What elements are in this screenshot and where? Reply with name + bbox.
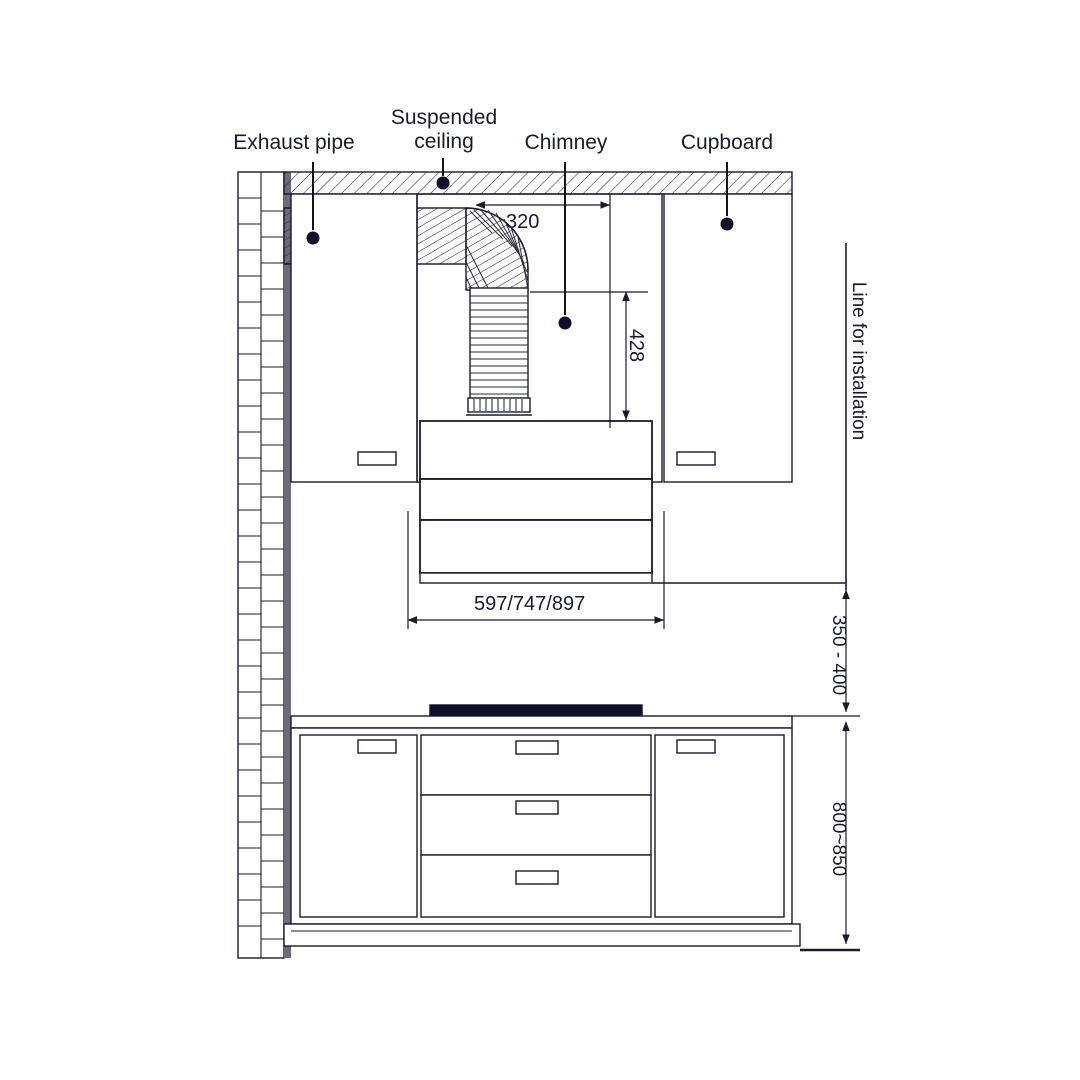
- base-cabinets: [284, 716, 800, 946]
- callout-label-suspended-ceiling-line1: Suspended: [390, 106, 498, 129]
- callout-label-suspended-ceiling: [388, 106, 500, 154]
- dim-label-320: 320: [506, 211, 540, 233]
- upper-cupboard-right: [664, 194, 792, 482]
- cooktop: [430, 705, 642, 716]
- dim-350-400: [792, 590, 860, 716]
- dim-label-428: 428: [625, 328, 648, 363]
- callout-label-cupboard: Cupboard: [680, 131, 774, 154]
- callout-label-suspended-ceiling-line2: ceiling: [414, 130, 474, 154]
- installation-line-label: Line for installation: [848, 281, 869, 441]
- dim-label-800-850: 800~850: [828, 801, 849, 877]
- suspended-ceiling-band: [284, 172, 792, 194]
- chimney-hood: [420, 421, 652, 583]
- callout-label-exhaust-pipe: Exhaust pipe: [233, 131, 355, 154]
- wall-section: [238, 172, 291, 958]
- callout-label-chimney: Chimney: [524, 131, 608, 154]
- dim-label-350-400: 350 - 400: [828, 614, 849, 696]
- dim-label-hood-width: 597/747/897: [474, 593, 586, 615]
